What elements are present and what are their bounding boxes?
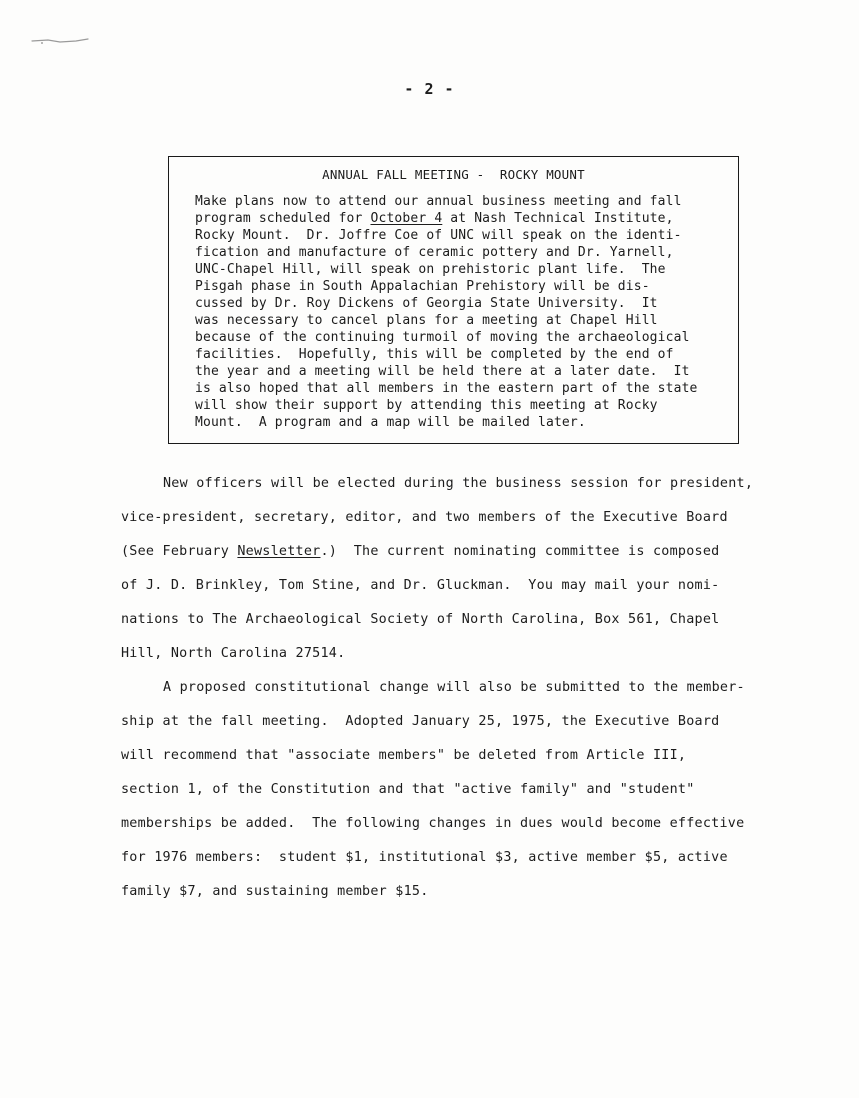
- constitutional-change-paragraph: [121, 677, 781, 915]
- notice-line: the year and a meeting will be held there at a later date. It: [195, 364, 690, 379]
- paragraph-line: will recommend that "associate members" be deleted from Article III,: [121, 748, 687, 763]
- text-segment: .) The current nominating committee is composed: [320, 544, 720, 559]
- paragraph-line: New officers will be elected during the business session for president,: [163, 476, 754, 491]
- paragraph-line: vice-president, secretary, editor, and two members of the Executive Board: [121, 510, 728, 525]
- paragraph-line: section 1, of the Constitution and that "active family" and "student": [121, 782, 695, 797]
- paper-smudge-mark: [30, 36, 90, 44]
- notice-line: is also hoped that all members in the eastern part of the state: [195, 381, 698, 396]
- notice-title: ANNUAL FALL MEETING - ROCKY MOUNT: [322, 167, 585, 182]
- notice-line: Mount. A program and a map will be mailed later.: [195, 415, 586, 430]
- notice-line: facilities. Hopefully, this will be completed by the end of: [195, 347, 674, 362]
- text-segment: at Nash Technical Institute,: [442, 211, 674, 226]
- paragraph-line: A proposed constitutional change will also be submitted to the member-: [163, 680, 745, 695]
- meeting-notice-box: [168, 156, 739, 444]
- underlined-text: Newsletter: [237, 544, 321, 559]
- notice-line: [195, 210, 735, 227]
- text-segment: (See February: [121, 544, 238, 559]
- officers-election-paragraph: [121, 473, 781, 677]
- text-segment: program scheduled for: [195, 211, 371, 226]
- notice-line: cussed by Dr. Roy Dickens of Georgia State University. It: [195, 296, 658, 311]
- notice-line: was necessary to cancel plans for a meeting at Chapel Hill: [195, 313, 658, 328]
- notice-line: Rocky Mount. Dr. Joffre Coe of UNC will speak on the identi-: [195, 228, 682, 243]
- paragraph-line: memberships be added. The following changes in dues would become effective: [121, 816, 745, 831]
- paragraph-line: of J. D. Brinkley, Tom Stine, and Dr. Gluckman. You may mail your nomi-: [121, 578, 720, 593]
- paragraph-line: family $7, and sustaining member $15.: [121, 884, 429, 899]
- notice-line: Pisgah phase in South Appalachian Prehistory will be dis-: [195, 279, 650, 294]
- notice-line: fication and manufacture of ceramic pottery and Dr. Yarnell,: [195, 245, 674, 260]
- notice-line: Make plans now to attend our annual business meeting and fall: [195, 194, 682, 209]
- paragraph-line: for 1976 members: student $1, institutional $3, active member $5, active: [121, 850, 728, 865]
- notice-line: will show their support by attending this meeting at Rocky: [195, 398, 658, 413]
- notice-line: because of the continuing turmoil of moving the archaeological: [195, 330, 690, 345]
- underlined-text: October 4: [370, 211, 443, 226]
- paragraph-line: [121, 541, 781, 575]
- notice-line: UNC-Chapel Hill, will speak on prehistoric plant life. The: [195, 262, 666, 277]
- paragraph-line: Hill, North Carolina 27514.: [121, 646, 346, 661]
- page-number: - 2 -: [404, 80, 455, 98]
- paragraph-line: nations to The Archaeological Society of North Carolina, Box 561, Chapel: [121, 612, 720, 627]
- paragraph-line: ship at the fall meeting. Adopted January 25, 1975, the Executive Board: [121, 714, 720, 729]
- notice-body: [195, 193, 735, 431]
